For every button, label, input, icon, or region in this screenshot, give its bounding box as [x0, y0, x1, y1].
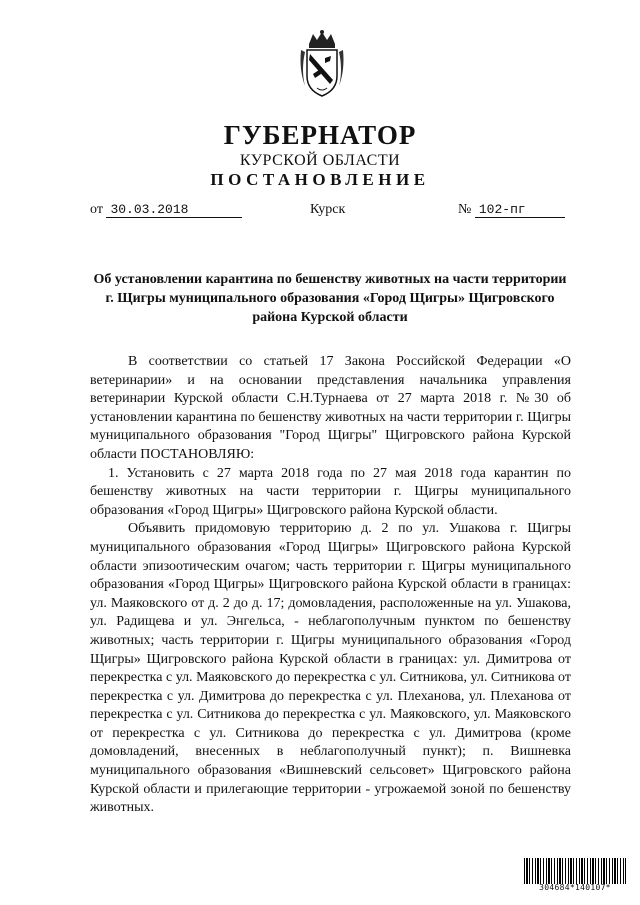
document-number — [458, 202, 565, 218]
paragraph-item-1: 1. Установить с 27 марта 2018 года по 27 мая 2018 года карантин по бешенству животных на части территории г. Щигры муниципального образования «Город Щигры» Щигровского района Курской области. — [90, 465, 571, 518]
number-value: 102-пг — [475, 202, 565, 218]
number-prefix: № — [458, 202, 472, 217]
document-type: ПОСТАНОВЛЕНИЕ — [210, 170, 430, 189]
document-body — [90, 353, 571, 818]
date-value: 30.03.2018 — [106, 202, 242, 218]
barcode — [524, 858, 626, 894]
governor-heading: ГУБЕРНАТОР — [223, 120, 417, 150]
document-date — [90, 202, 242, 218]
document-city: Курск — [310, 202, 346, 217]
barcode-number: 304684*140107* — [539, 883, 611, 892]
document-title: Об установлении карантина по бешенству животных на части территории г. Щигры муниципального образования «Город Щигры» Щигровского района Курской области — [93, 272, 567, 325]
paragraph-preamble: В соответствии со статьей 17 Закона Российской Федерации «О ветеринарии» и на основании представления начальника управления ветеринарии Курской области С.Н.Турнаева от 27 марта 2018 г. №30 об установлении карантина по бешенству животных на части территории г. Щигры муниципального образования "Город Щигры" Щигровского района Курской области ПОСТАНОВЛЯЮ: — [90, 354, 571, 462]
region-subheading: КУРСКОЙ ОБЛАСТИ — [239, 152, 401, 169]
paragraph-declaration: Объявить придомовую территорию д. 2 по ул. Ушакова г. Щигры муниципального образования «Город Щигры» Щигровского района Курской области эпизоотическим очагом; часть территории г. Щигры муниципального образования «Город Щигры» Щигровского района Курской области в границах: ул. Маяковского от д. 2 до д. 17; домовладения, расположенные на ул. Ушакова, ул. Радищева и ул. Энгельса, - неблагополучным пунктом по бешенству животных; часть территории г. Щигры муниципального образования «Город Щигры» Щигровского района Курской области в границах: ул. Димитрова от перекрестка с ул. Маяковского до перекрестка с ул. Ситникова, ул. Ситникова от перекрестка с ул. Димитрова до перекрестка с ул. Плеханова, ул. Плеханова от перекрестка с ул. Ситникова до перекрестка с ул. Маяковского, ул. Маяковского от перекрестка с ул. Ситникова до перекрестка с ул. Димитрова (кроме домовладений, внесенных в неблагополучный пункт); п. Вишневка муниципального образования «Вишневский сельсовет» Щигровского района Курской области и прилегающие территории - угрожаемой зоной по бешенству животных. — [90, 521, 571, 816]
coat-of-arms-icon — [297, 30, 347, 100]
barcode-bars — [524, 858, 626, 884]
date-prefix: от — [90, 202, 103, 217]
